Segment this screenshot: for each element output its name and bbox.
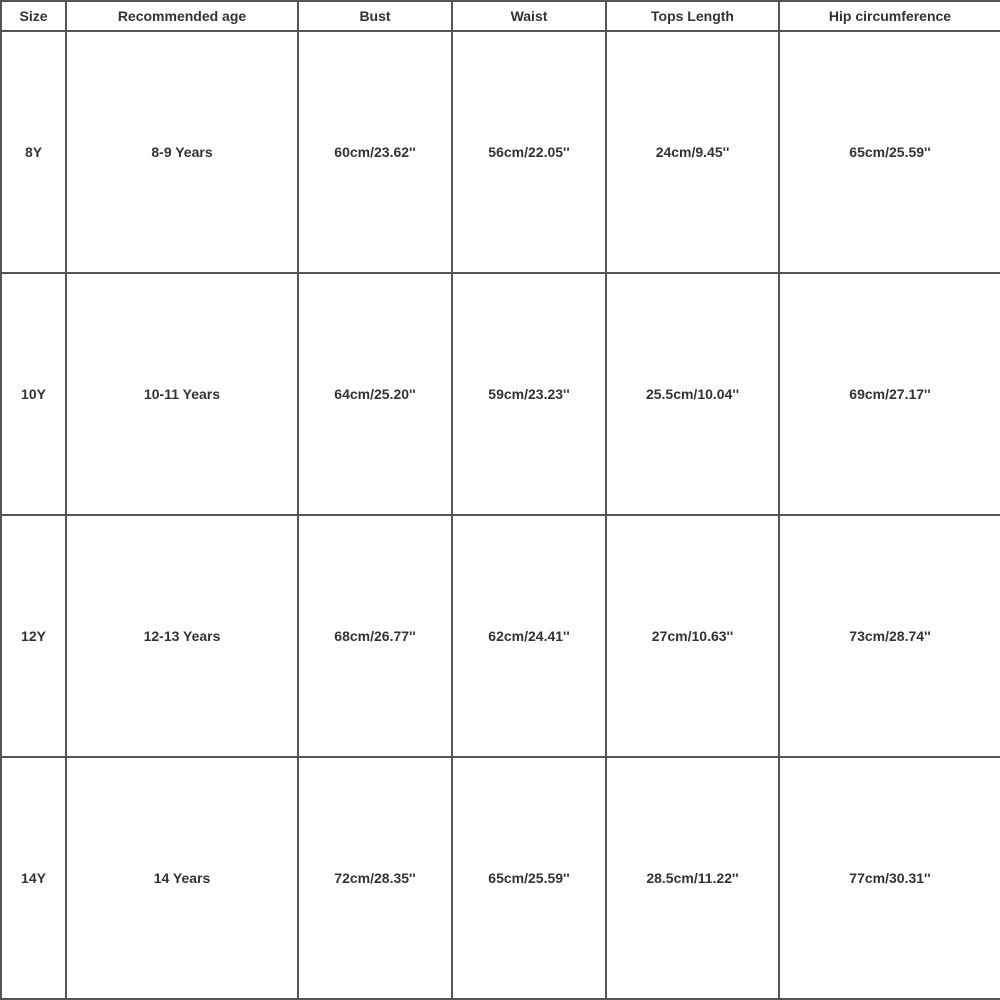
cell-recommended-age: 8-9 Years xyxy=(66,31,298,273)
cell-hip-circumference: 77cm/30.31'' xyxy=(779,757,1000,999)
cell-recommended-age: 10-11 Years xyxy=(66,273,298,515)
cell-size: 12Y xyxy=(1,515,66,757)
cell-hip-circumference: 69cm/27.17'' xyxy=(779,273,1000,515)
cell-hip-circumference: 73cm/28.74'' xyxy=(779,515,1000,757)
cell-size: 8Y xyxy=(1,31,66,273)
cell-hip-circumference: 65cm/25.59'' xyxy=(779,31,1000,273)
header-recommended-age: Recommended age xyxy=(66,1,298,31)
header-tops-length: Tops Length xyxy=(606,1,779,31)
cell-waist: 65cm/25.59'' xyxy=(452,757,606,999)
cell-tops-length: 28.5cm/11.22'' xyxy=(606,757,779,999)
table-row xyxy=(1,31,1000,273)
table-row xyxy=(1,515,1000,757)
cell-bust: 64cm/25.20'' xyxy=(298,273,452,515)
cell-tops-length: 27cm/10.63'' xyxy=(606,515,779,757)
cell-bust: 72cm/28.35'' xyxy=(298,757,452,999)
cell-waist: 59cm/23.23'' xyxy=(452,273,606,515)
cell-size: 14Y xyxy=(1,757,66,999)
cell-tops-length: 24cm/9.45'' xyxy=(606,31,779,273)
header-bust: Bust xyxy=(298,1,452,31)
cell-waist: 56cm/22.05'' xyxy=(452,31,606,273)
cell-tops-length: 25.5cm/10.04'' xyxy=(606,273,779,515)
cell-waist: 62cm/24.41'' xyxy=(452,515,606,757)
table-row xyxy=(1,757,1000,999)
header-waist: Waist xyxy=(452,1,606,31)
header-size: Size xyxy=(1,1,66,31)
cell-recommended-age: 12-13 Years xyxy=(66,515,298,757)
cell-recommended-age: 14 Years xyxy=(66,757,298,999)
table-row xyxy=(1,273,1000,515)
cell-bust: 68cm/26.77'' xyxy=(298,515,452,757)
cell-bust: 60cm/23.62'' xyxy=(298,31,452,273)
header-row xyxy=(1,1,1000,31)
cell-size: 10Y xyxy=(1,273,66,515)
header-hip-circumference: Hip circumference xyxy=(779,1,1000,31)
